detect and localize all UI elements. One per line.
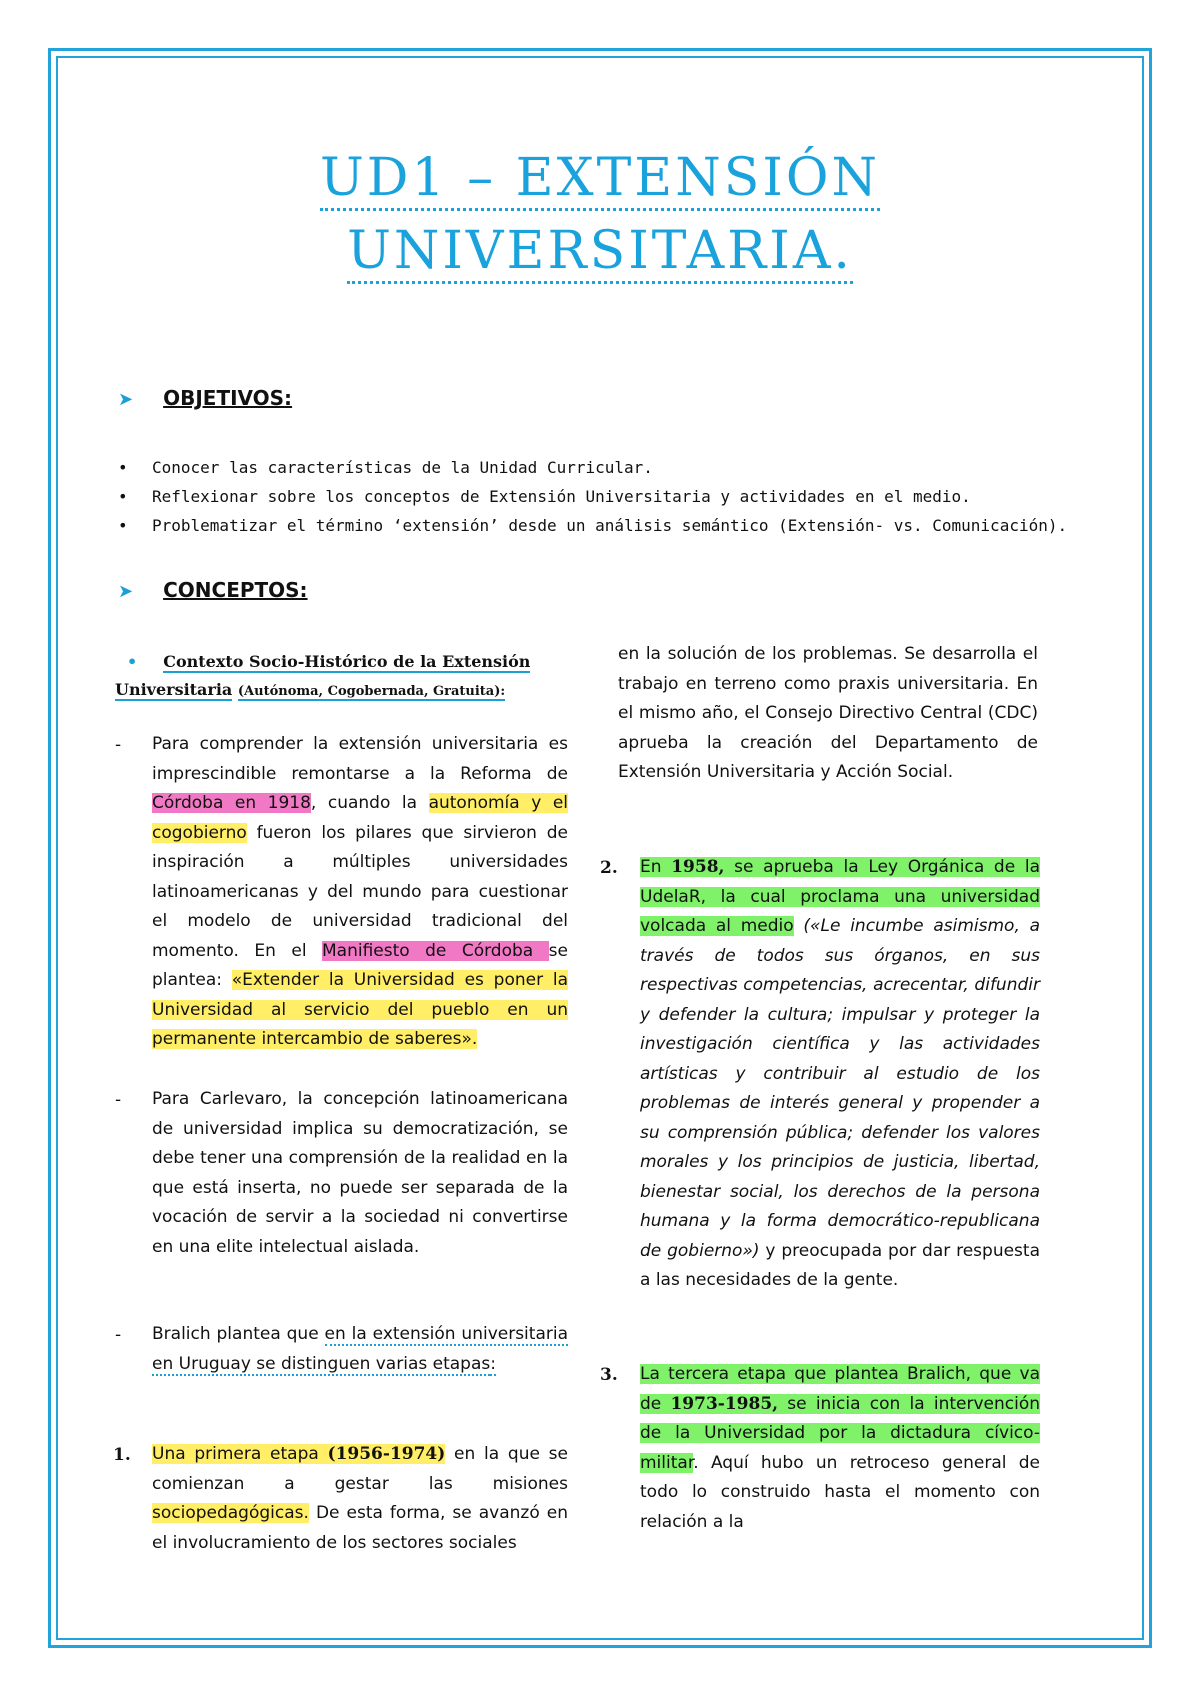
list-item: • Conocer las características de la Unidad Curricular. [100, 453, 1067, 482]
etapa-3: La tercera etapa que plantea Bralich, que va de 1973-1985, se inicia con la intervención de la Universidad por la dictadura cívico-militar. Aquí hubo un retroceso general de todo lo construido hasta el momento con relación a la [640, 1364, 1040, 1532]
dash-bullet: - [115, 1325, 122, 1345]
dash-bullet: - [115, 735, 122, 755]
dash-bullet: - [115, 1090, 122, 1110]
list-item: • Reflexionar sobre los conceptos de Extensión Universitaria y actividades en el medio. [100, 482, 1067, 511]
list-item: • Problematizar el término ‘extensión’ desde un análisis semántico (Extensión- vs. Comunicación). [100, 511, 1067, 540]
list-number: 3. [600, 1365, 618, 1385]
paragraph-carlevaro: Para Carlevaro, la concepción latinoamericana de universidad implica su democratización, se debe tener una comprensión de la realidad en la que está inserta, no puede ser separada de la vocación de servir a la sociedad ni convertirse en una elite intelectual aislada. [152, 1089, 568, 1257]
paragraph-reforma: Para comprender la extensión universitaria es imprescindible remontarse a la Reforma de Córdoba en 1918, cuando la autonomía y el cogobierno fueron los pilares que sirvieron de inspiración a múltiples universidades latinoamericanas y del mundo para cuestionar el modelo de universidad tradicional del momento. En el Manifiesto de Córdoba se plantea: «Extender la Universidad es poner la Universidad al servicio del pueblo en un permanente intercambio de saberes». [152, 734, 568, 1049]
page-title-line2: UNIVERSITARIA. [0, 215, 1200, 287]
paragraph-bralich: Bralich plantea que en la extensión universitaria en Uruguay se distinguen varias etapas: [152, 1324, 568, 1374]
arrow-bullet-icon: ➤ [118, 389, 134, 410]
list-number: 2. [600, 858, 618, 878]
list-number: 1. [113, 1445, 131, 1465]
etapa-1-continued: en la solución de los problemas. Se desarrolla el trabajo en terreno como praxis universitaria. En el mismo año, el Consejo Directivo Central (CDC) aprueba la creación del Departamento de Extensión Universitaria y Acción Social. [618, 644, 1038, 782]
arrow-bullet-icon: ➤ [118, 581, 134, 602]
conceptos-heading: ➤ CONCEPTOS: [118, 578, 308, 602]
page-title-line1: UD1 – EXTENSIÓN [0, 142, 1200, 214]
subheading: • Contexto Socio-Histórico de la Extensión Universitaria (Autónoma, Cogobernada, Gratuita): [115, 652, 531, 699]
etapa-2: En 1958, se aprueba la Ley Orgánica de la UdelaR, la cual proclama una universidad volcada al medio («Le incumbe asimismo, a través de todos sus órganos, en sus respectivas competencias, acrecentar, difundir y defender la cultura; impulsar y proteger la investigación científica y las actividades artísticas y contribuir al estudio de los problemas de interés general y propender a su comprensión pública; defender los valores morales y los principios de justicia, libertad, bienestar social, los derechos de la persona humana y la forma democrático-republicana de gobierno») y preocupada por dar respuesta a las necesidades de la gente. [640, 857, 1041, 1290]
objetivos-list [100, 453, 1067, 540]
bullet-icon: • [127, 652, 138, 671]
etapa-1: Una primera etapa (1956-1974) en la que se comienzan a gestar las misiones sociopedagógicas. De esta forma, se avanzó en el involucramiento de los sectores sociales [152, 1444, 568, 1553]
objetivos-heading: ➤ OBJETIVOS: [118, 386, 293, 410]
